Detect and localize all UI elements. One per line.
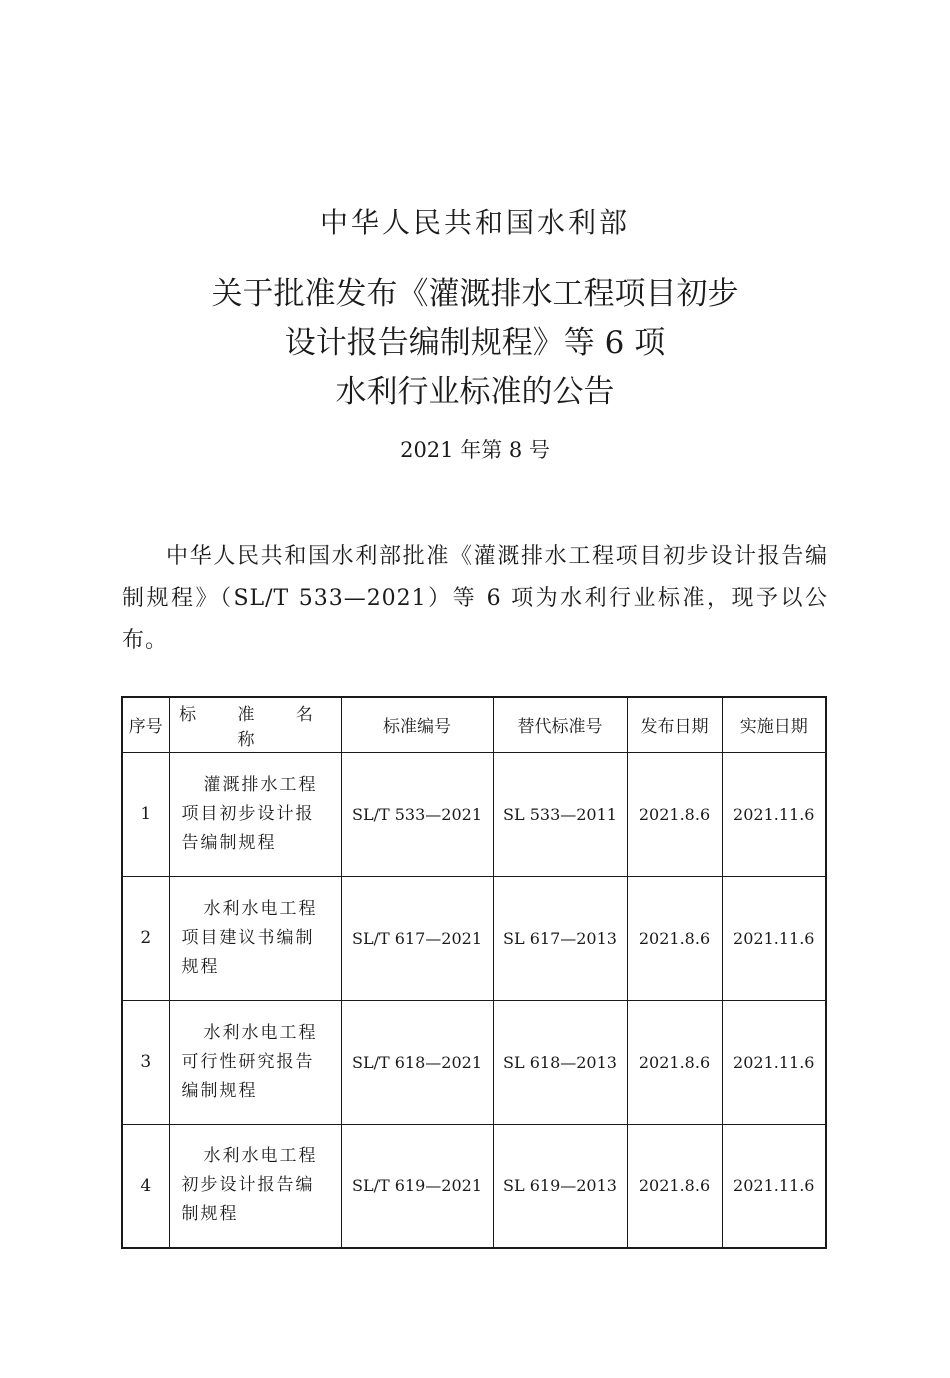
table-row [122,876,826,1000]
row-no: 3 [122,1000,169,1124]
row-name: 水利水电工程初步设计报告编制规程 [169,1124,341,1248]
title-line-1: 关于批准发布《灌溉排水工程项目初步 [211,276,739,312]
title-line-2: 设计报告编制规程》等 6 项 [284,325,666,361]
row-name: 水利水电工程项目建议书编制规程 [169,876,341,1000]
announcement-title [0,270,950,417]
row-effective: 2021.11.6 [722,876,826,1000]
issuing-ministry: 中华人民共和国水利部 [319,206,630,239]
row-code: SL/T 619—2021 [341,1124,493,1248]
document-number: 2021 年第 8 号 [400,438,550,462]
row-replaces: SL 533—2011 [493,752,627,876]
row-code: SL/T 533—2021 [341,752,493,876]
table-row [122,1000,826,1124]
row-no: 1 [122,752,169,876]
row-no: 2 [122,876,169,1000]
row-issued: 2021.8.6 [627,752,722,876]
header-no: 序号 [122,697,169,752]
title-line-3: 水利行业标准的公告 [335,374,615,410]
row-name: 灌溉排水工程项目初步设计报告编制规程 [169,752,341,876]
header-name: 标 准 名 称 [169,697,341,752]
header-replaces: 替代标准号 [493,697,627,752]
row-replaces: SL 618—2013 [493,1000,627,1124]
row-no: 4 [122,1124,169,1248]
header-issued: 发布日期 [627,697,722,752]
row-code: SL/T 617—2021 [341,876,493,1000]
row-issued: 2021.8.6 [627,876,722,1000]
row-issued: 2021.8.6 [627,1124,722,1248]
row-effective: 2021.11.6 [722,752,826,876]
standards-table [121,696,827,1249]
row-issued: 2021.8.6 [627,1000,722,1124]
row-code: SL/T 618—2021 [341,1000,493,1124]
table-row [122,752,826,876]
table-row [122,1124,826,1248]
row-replaces: SL 617—2013 [493,876,627,1000]
row-effective: 2021.11.6 [722,1124,826,1248]
announcement-body: 中华人民共和国水利部批准《灌溉排水工程项目初步设计报告编制规程》（SL/T 533—2021）等 6 项为水利行业标准，现予以公布。 [122,544,828,653]
header-effective: 实施日期 [722,697,826,752]
row-effective: 2021.11.6 [722,1000,826,1124]
row-replaces: SL 619—2013 [493,1124,627,1248]
row-name: 水利水电工程可行性研究报告编制规程 [169,1000,341,1124]
table-header-row [122,697,826,752]
header-code: 标准编号 [341,697,493,752]
